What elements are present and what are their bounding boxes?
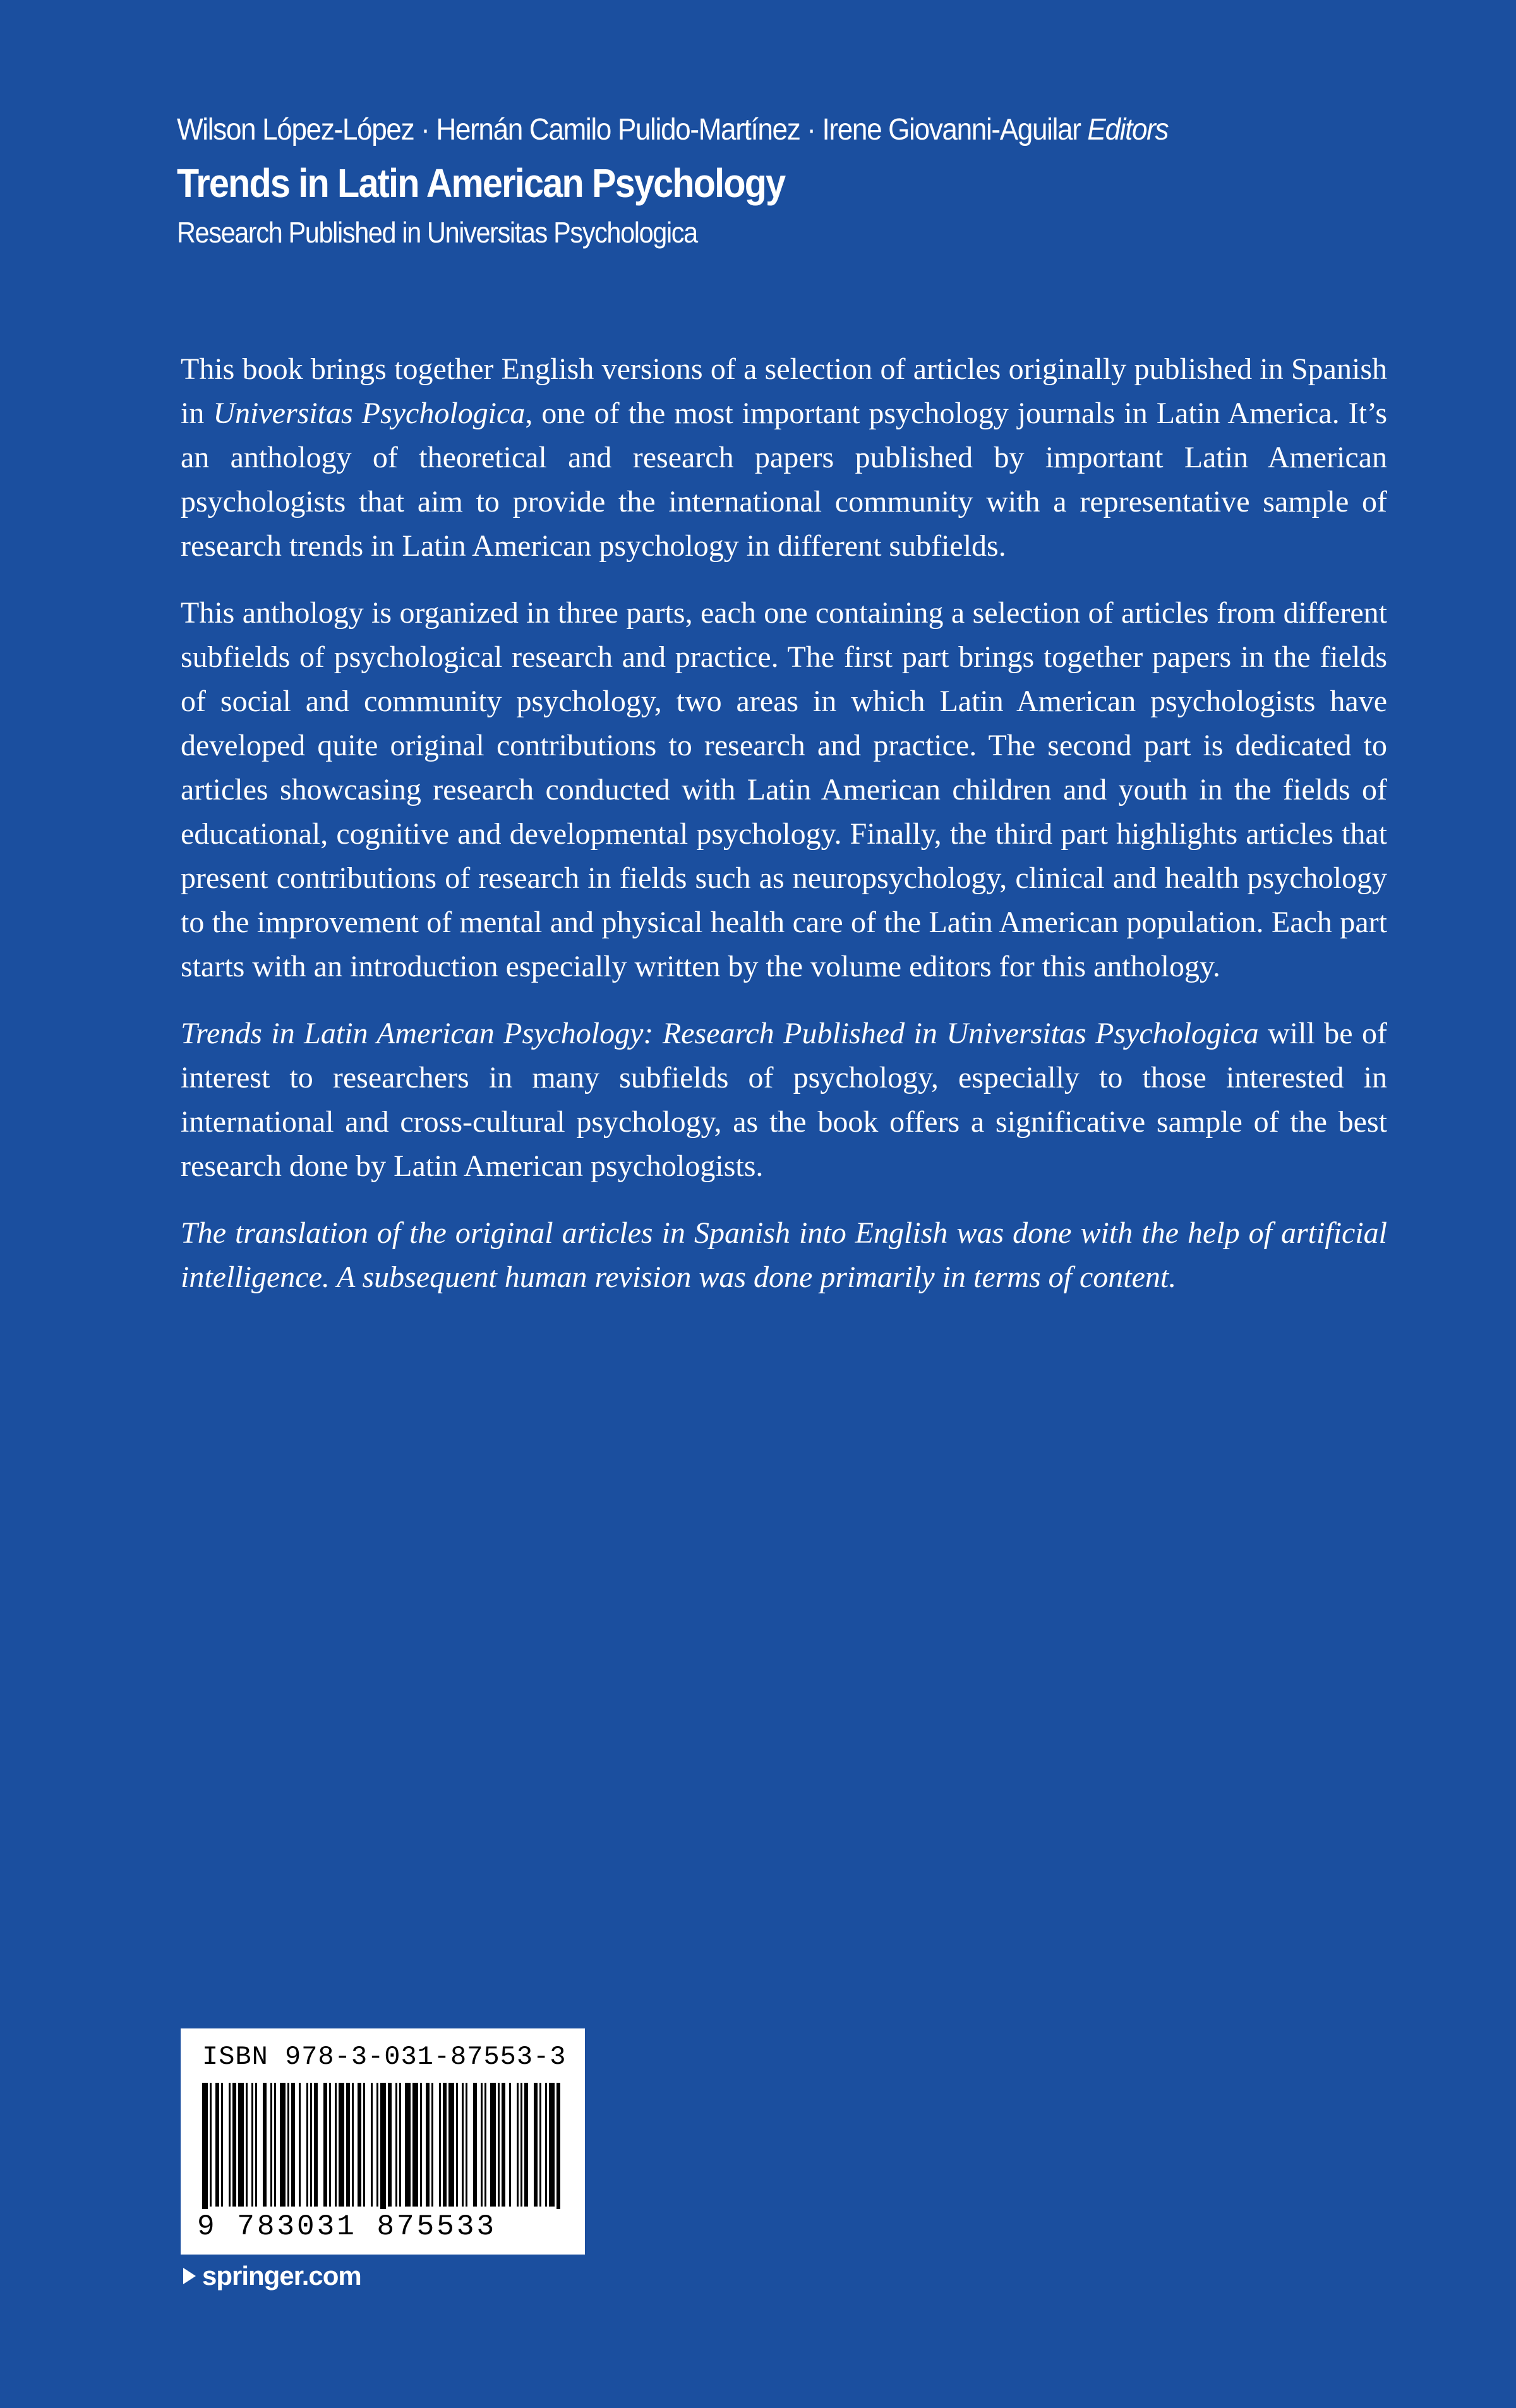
- barcode-bar: [306, 2083, 308, 2207]
- barcode-digits: 9 783031 875533: [197, 2210, 497, 2243]
- barcode-bar: [484, 2083, 486, 2207]
- barcode-bar: [376, 2083, 378, 2207]
- barcode-bar: [238, 2083, 244, 2207]
- barcode-bar: [221, 2083, 223, 2207]
- barcode-bar: [388, 2083, 392, 2207]
- book-description: [181, 347, 1387, 1322]
- isbn-barcode: [181, 2028, 585, 2255]
- barcode-bar: [399, 2083, 401, 2207]
- barcode-bar: [502, 2083, 505, 2207]
- barcode-bar: [270, 2083, 272, 2207]
- barcode-bar: [358, 2083, 361, 2207]
- barcode-bar: [448, 2083, 454, 2207]
- barcode-bar: [420, 2083, 422, 2207]
- journal-name: Universitas Psychologica: [213, 397, 526, 430]
- barcode-bar: [395, 2083, 397, 2207]
- barcode-bar: [251, 2083, 253, 2207]
- barcode-bar: [439, 2083, 441, 2207]
- barcode-bar: [291, 2083, 295, 2207]
- barcode-bar: [481, 2083, 483, 2207]
- barcode-bar: [280, 2083, 286, 2207]
- barcode-bar: [323, 2083, 327, 2207]
- arrow-right-icon: [183, 2268, 196, 2284]
- barcode-bar: [545, 2083, 547, 2207]
- barcode-bar: [490, 2083, 496, 2207]
- barcode-bar: [556, 2083, 560, 2209]
- barcode-bar: [363, 2083, 365, 2207]
- barcode-bar: [431, 2083, 433, 2207]
- description-paragraph-1: [181, 347, 1387, 568]
- book-subtitle: Research Published in Universitas Psychologica: [177, 216, 697, 249]
- barcode-bar: [299, 2083, 301, 2207]
- barcode-bar: [255, 2083, 257, 2207]
- barcode-bar: [274, 2083, 276, 2207]
- barcode-bar: [517, 2083, 519, 2207]
- barcode-bar: [210, 2083, 212, 2207]
- barcode-bar: [215, 2083, 219, 2207]
- barcode-bar: [443, 2083, 447, 2207]
- barcode-bar: [202, 2083, 208, 2209]
- barcode-bar: [287, 2083, 289, 2207]
- barcode-bar: [462, 2083, 464, 2207]
- barcode-bar: [412, 2083, 418, 2207]
- barcode-bar: [466, 2083, 467, 2207]
- editors-role: Editors: [1087, 113, 1169, 147]
- barcode-bar: [246, 2083, 248, 2207]
- isbn-number: ISBN 978-3-031-87553-3: [202, 2042, 567, 2072]
- barcode-bar: [310, 2083, 312, 2207]
- barcode-bar: [520, 2083, 522, 2207]
- barcode-bar: [229, 2083, 231, 2207]
- paragraph-3-text: will be of interest to researchers in many subfields of psychology, especially to those interested in international and cross-cultural psychology, as the book offers a significative sample of the best research done by Latin American psychologists.: [181, 1017, 1387, 1183]
- paragraph-1-text-b: , one of the most important psychology journals in Latin America. It’s an anthology of theoretical and research papers published by important Latin American psychologists that aim to provide the international community with a representative sample of research trends in Latin American psychology in different subfields.: [181, 397, 1388, 563]
- barcode-bar: [473, 2083, 477, 2207]
- barcode-bar: [534, 2083, 538, 2207]
- book-title: Trends in Latin American Psychology: [177, 160, 785, 206]
- barcode-bar: [314, 2083, 318, 2207]
- barcode-bar: [335, 2083, 337, 2207]
- editors-names: Wilson López-López · Hernán Camilo Pulido-Martínez · Irene Giovanni-Aguilar: [177, 113, 1081, 147]
- website-text: springer.com: [202, 2261, 361, 2291]
- barcode-bar: [339, 2083, 344, 2207]
- barcode-bar: [405, 2083, 411, 2207]
- barcode-bar: [426, 2083, 430, 2207]
- barcode-bar: [329, 2083, 331, 2207]
- barcode-bar: [232, 2083, 236, 2207]
- barcode-bar: [263, 2083, 267, 2207]
- paragraph-3-book-title: Trends in Latin American Psychology: Research Published in Universitas Psychologica: [181, 1017, 1259, 1050]
- barcode-bar: [498, 2083, 500, 2207]
- barcode-bar: [509, 2083, 511, 2207]
- barcode-bar: [346, 2083, 350, 2207]
- description-paragraph-3: [181, 1012, 1387, 1189]
- barcode-bar: [456, 2083, 458, 2207]
- barcode-bar: [371, 2083, 373, 2207]
- cover-header: [177, 106, 1377, 255]
- publisher-website: [183, 2257, 361, 2295]
- barcode-bar: [352, 2083, 354, 2207]
- barcode-bar: [524, 2083, 528, 2207]
- translation-note: The translation of the original articles in Spanish into English was done with the help of artificial intelligence. A subsequent human revision was done primarily in terms of content.: [181, 1216, 1387, 1294]
- barcode-bar: [549, 2083, 555, 2207]
- barcode-bars: [200, 2083, 566, 2209]
- description-paragraph-2: This anthology is organized in three parts, each one containing a selection of articles from different subfields of psychological research and practice. The first part brings together papers in the fields of social and community psychology, two areas in which Latin American psychologists have developed quite original contributions to research and practice. The second part is dedicated to articles showcasing research conducted with Latin American children and youth in the fields of educational, cognitive and developmental psychology. Finally, the third part highlights articles that present contributions of research in fields such as neuropsychology, clinical and health psychology to the improvement of mental and physical health care of the Latin American population. Each part starts with an introduction especially written by the volume editors for this anthology.: [181, 596, 1387, 983]
- paragraph-1-text-a: This book brings together English versions of a selection of articles originally published in Spanish in: [181, 352, 1387, 430]
- barcode-bar: [380, 2083, 386, 2209]
- editors-line: [177, 106, 1281, 154]
- barcode-bar: [539, 2083, 541, 2207]
